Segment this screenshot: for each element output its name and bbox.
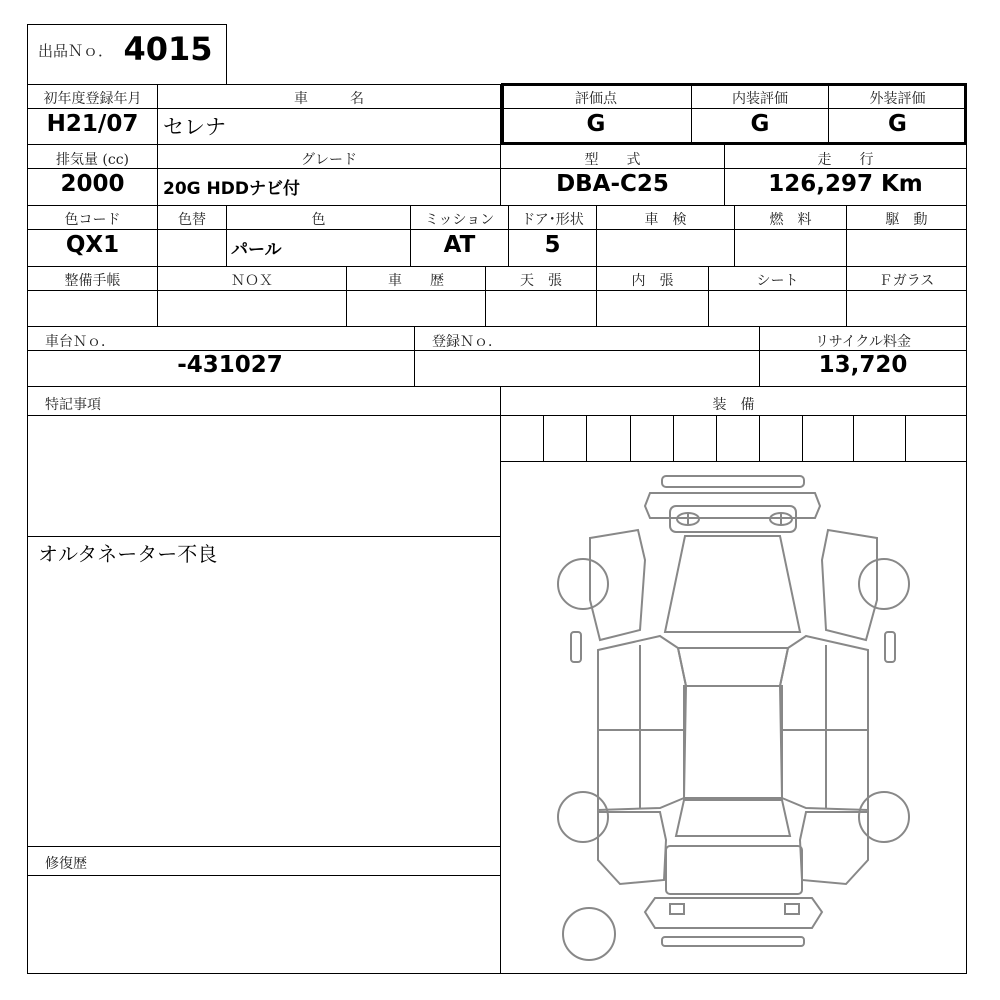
model-code-label: 型 式 — [584, 152, 641, 168]
interior-score-label: 内装評価 — [732, 91, 788, 107]
registration-number-label: 登録Ｎｏ． — [432, 334, 502, 350]
color-code-label: 色コード — [64, 212, 121, 228]
mission-label: ミッション — [424, 212, 495, 228]
car-name-label: 車 名 — [294, 91, 364, 107]
drive-label: 駆 動 — [885, 212, 928, 228]
repair-history-label: 修復歴 — [45, 856, 87, 872]
car-body-diagram — [503, 463, 963, 969]
displacement-label: 排気量 (cc) — [55, 152, 130, 168]
lot-number-label: 出品Ｎｏ． — [38, 42, 114, 60]
exterior-score-label: 外装評価 — [869, 91, 926, 107]
interior-trim-label: 内 張 — [631, 273, 674, 289]
grade-label: グレード — [301, 152, 357, 168]
score-label: 評価点 — [575, 91, 617, 107]
color-code-value: QX1 — [65, 232, 120, 258]
car-name-value: セレナ — [163, 115, 226, 139]
score-value: G — [586, 111, 606, 137]
nox-label: ＮＯＸ — [231, 273, 273, 289]
equipment-label: 装 備 — [712, 397, 755, 413]
chassis-number-label: 車台Ｎｏ． — [45, 334, 115, 350]
seat-label: シート — [756, 273, 799, 289]
chassis-number-value: -431027 — [177, 352, 283, 378]
remarks-note: オルタネーター不良 — [38, 542, 218, 566]
model-code-value: DBA-C25 — [556, 171, 669, 197]
interior-score-value: G — [750, 111, 770, 137]
color-change-label: 色替 — [178, 212, 206, 228]
color-label: 色 — [311, 212, 326, 228]
recycle-fee-value: 13,720 — [818, 352, 908, 378]
color-value: パール — [231, 240, 282, 260]
grade-value: 20G HDDナビ付 — [163, 179, 300, 199]
first-registration-label: 初年度登録年月 — [43, 91, 142, 107]
door-value: 5 — [544, 232, 561, 258]
roof-lining-label: 天 張 — [520, 273, 562, 289]
mileage-value: 126,297 Km — [768, 171, 923, 197]
displacement-value: 2000 — [60, 171, 125, 197]
inspection-label: 車 検 — [644, 212, 687, 228]
mileage-label: 走 行 — [817, 152, 874, 168]
mission-value: AT — [443, 232, 476, 258]
exterior-score-value: G — [888, 111, 907, 137]
front-glass-label: Ｆガラス — [878, 273, 935, 289]
recycle-fee-label: リサイクル料金 — [814, 334, 912, 350]
fuel-label: 燃 料 — [769, 212, 812, 228]
door-label: ドア･形状 — [521, 212, 584, 228]
maintenance-record-label: 整備手帳 — [64, 273, 121, 289]
first-registration-value: H21/07 — [46, 111, 139, 137]
remarks-label: 特記事項 — [45, 397, 101, 413]
lot-number-value: 4015 — [123, 30, 213, 68]
vehicle-history-label: 車 歴 — [388, 273, 444, 289]
